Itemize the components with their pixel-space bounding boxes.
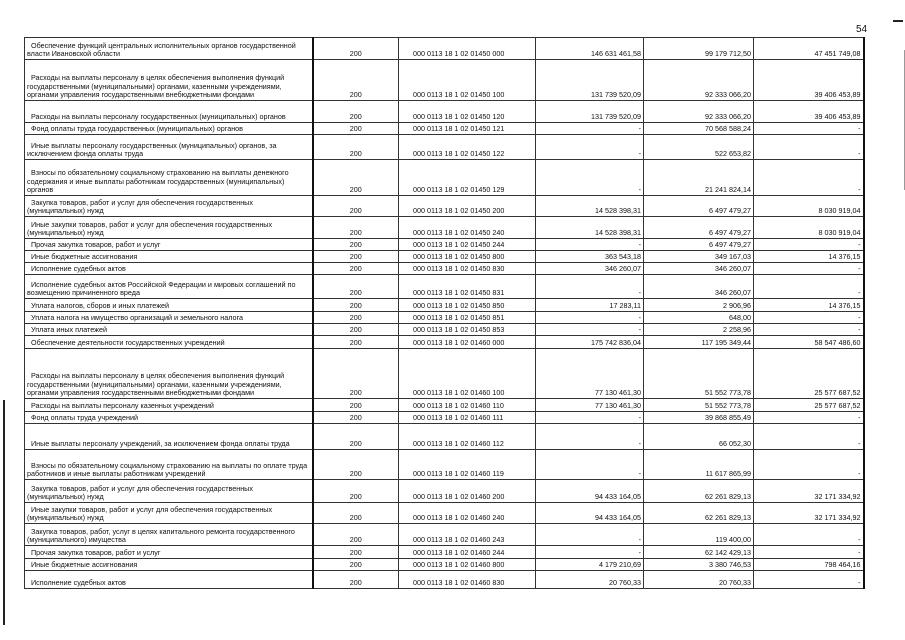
approved-amount: 131 739 520,09 [536, 101, 644, 123]
row-line-code: 200 [313, 480, 399, 503]
table-row [25, 196, 864, 217]
unexecuted-amount: - [754, 412, 864, 424]
row-line-code: 200 [313, 349, 399, 399]
row-description: Иные закупки товаров, работ и услуг для обеспечения государственных (муниципальных) нужд [25, 503, 313, 524]
unexecuted-amount: - [754, 239, 864, 251]
row-description: Уплата иных платежей [25, 324, 313, 336]
row-description: Расходы на выплаты персоналу казенных учреждений [25, 399, 313, 412]
row-description: Иные бюджетные ассигнования [25, 559, 313, 571]
row-description: Прочая закупка товаров, работ и услуг [25, 239, 313, 251]
row-line-code: 200 [313, 524, 399, 546]
executed-amount: 117 195 349,44 [644, 336, 754, 349]
row-description: Обеспечение деятельности государственных учреждений [25, 336, 313, 349]
table-row [25, 299, 864, 312]
approved-amount: 14 528 398,31 [536, 196, 644, 217]
row-budget-code: 000 0113 18 1 02 01460 111 [399, 412, 536, 424]
row-budget-code: 000 0113 18 1 02 01450 850 [399, 299, 536, 312]
page-number: 54 [856, 24, 868, 35]
row-budget-code: 000 0113 18 1 02 01460 800 [399, 559, 536, 571]
unexecuted-amount: 25 577 687,52 [754, 349, 864, 399]
table-row [25, 251, 864, 263]
table-row [25, 450, 864, 480]
approved-amount: 94 433 164,05 [536, 503, 644, 524]
unexecuted-amount: - [754, 312, 864, 324]
approved-amount: - [536, 546, 644, 559]
unexecuted-amount: 798 464,16 [754, 559, 864, 571]
row-budget-code: 000 0113 18 1 02 01460 240 [399, 503, 536, 524]
row-budget-code: 000 0113 18 1 02 01450 122 [399, 135, 536, 160]
table-row [25, 524, 864, 546]
approved-amount: 175 742 836,04 [536, 336, 644, 349]
executed-amount: 62 261 829,13 [644, 503, 754, 524]
unexecuted-amount: 8 030 919,04 [754, 217, 864, 239]
executed-amount: 66 052,30 [644, 424, 754, 450]
executed-amount: 51 552 773,78 [644, 399, 754, 412]
row-line-code: 200 [313, 399, 399, 412]
row-line-code: 200 [313, 38, 399, 60]
approved-amount: - [536, 135, 644, 160]
executed-amount: 346 260,07 [644, 275, 754, 299]
executed-amount: 6 497 479,27 [644, 217, 754, 239]
executed-amount: 6 497 479,27 [644, 196, 754, 217]
row-description: Фонд оплаты труда учреждений [25, 412, 313, 424]
unexecuted-amount: 32 171 334,92 [754, 480, 864, 503]
row-line-code: 200 [313, 312, 399, 324]
row-budget-code: 000 0113 18 1 02 01450 853 [399, 324, 536, 336]
table-row [25, 217, 864, 239]
row-budget-code: 000 0113 18 1 02 01450 831 [399, 275, 536, 299]
approved-amount: 346 260,07 [536, 263, 644, 275]
row-line-code: 200 [313, 251, 399, 263]
row-line-code: 200 [313, 559, 399, 571]
row-description: Обеспечение функций центральных исполнительных органов государственной власти Ивановской области [25, 38, 313, 60]
row-description: Исполнение судебных актов [25, 571, 313, 589]
row-line-code: 200 [313, 123, 399, 135]
approved-amount: 4 179 210,69 [536, 559, 644, 571]
approved-amount: 131 739 520,09 [536, 60, 644, 101]
row-description: Закупка товаров, работ и услуг для обеспечения государственных (муниципальных) нужд [25, 480, 313, 503]
table-row [25, 312, 864, 324]
executed-amount: 92 333 066,20 [644, 60, 754, 101]
table-row [25, 349, 864, 399]
approved-amount: - [536, 412, 644, 424]
row-line-code: 200 [313, 275, 399, 299]
table-row [25, 160, 864, 196]
executed-amount: 70 568 588,24 [644, 123, 754, 135]
unexecuted-amount: - [754, 123, 864, 135]
row-line-code: 200 [313, 60, 399, 101]
table-row [25, 399, 864, 412]
unexecuted-amount: 14 376,15 [754, 299, 864, 312]
row-line-code: 200 [313, 503, 399, 524]
row-line-code: 200 [313, 263, 399, 275]
row-budget-code: 000 0113 18 1 02 01450 100 [399, 60, 536, 101]
row-description: Взносы по обязательному социальному страхованию на выплаты денежного содержания и иные выплаты работникам государственных (муниципальных) органов [25, 160, 313, 196]
row-budget-code: 000 0113 18 1 02 01450 240 [399, 217, 536, 239]
approved-amount: 77 130 461,30 [536, 399, 644, 412]
executed-amount: 20 760,33 [644, 571, 754, 589]
row-budget-code: 000 0113 18 1 02 01450 200 [399, 196, 536, 217]
unexecuted-amount: - [754, 571, 864, 589]
executed-amount: 62 261 829,13 [644, 480, 754, 503]
executed-amount: 99 179 712,50 [644, 38, 754, 60]
executed-amount: 3 380 746,53 [644, 559, 754, 571]
table-row [25, 60, 864, 101]
executed-amount: 39 868 855,49 [644, 412, 754, 424]
executed-amount: 92 333 066,20 [644, 101, 754, 123]
executed-amount: 51 552 773,78 [644, 349, 754, 399]
row-budget-code: 000 0113 18 1 02 01460 110 [399, 399, 536, 412]
table-row [25, 135, 864, 160]
unexecuted-amount: - [754, 524, 864, 546]
table-row [25, 571, 864, 589]
table-row [25, 275, 864, 299]
row-description: Исполнение судебных актов [25, 263, 313, 275]
unexecuted-amount: - [754, 263, 864, 275]
row-description: Уплата налога на имущество организаций и земельного налога [25, 312, 313, 324]
row-budget-code: 000 0113 18 1 02 01450 244 [399, 239, 536, 251]
approved-amount: - [536, 424, 644, 450]
unexecuted-amount: 39 406 453,89 [754, 101, 864, 123]
row-description: Иные бюджетные ассигнования [25, 251, 313, 263]
row-description: Расходы на выплаты персоналу государственных (муниципальных) органов [25, 101, 313, 123]
approved-amount: - [536, 275, 644, 299]
scan-edge-right [893, 20, 903, 22]
table-row [25, 480, 864, 503]
executed-amount: 21 241 824,14 [644, 160, 754, 196]
table-row [25, 239, 864, 251]
approved-amount: 17 283,11 [536, 299, 644, 312]
row-line-code: 200 [313, 135, 399, 160]
row-description: Прочая закупка товаров, работ и услуг [25, 546, 313, 559]
executed-amount: 2 258,96 [644, 324, 754, 336]
row-budget-code: 000 0113 18 1 02 01460 243 [399, 524, 536, 546]
approved-amount: - [536, 239, 644, 251]
table-row [25, 38, 864, 60]
executed-amount: 6 497 479,27 [644, 239, 754, 251]
row-line-code: 200 [313, 239, 399, 251]
executed-amount: 11 617 865,99 [644, 450, 754, 480]
table-row [25, 336, 864, 349]
scan-edge-left [3, 400, 5, 625]
row-description: Исполнение судебных актов Российской Федерации и мировых соглашений по возмещению причиненного вреда [25, 275, 313, 299]
row-line-code: 200 [313, 571, 399, 589]
executed-amount: 522 653,82 [644, 135, 754, 160]
table-row [25, 101, 864, 123]
row-budget-code: 000 0113 18 1 02 01460 119 [399, 450, 536, 480]
unexecuted-amount: 58 547 486,60 [754, 336, 864, 349]
row-budget-code: 000 0113 18 1 02 01450 800 [399, 251, 536, 263]
executed-amount: 346 260,07 [644, 263, 754, 275]
unexecuted-amount: - [754, 424, 864, 450]
row-budget-code: 000 0113 18 1 02 01450 000 [399, 38, 536, 60]
unexecuted-amount: 39 406 453,89 [754, 60, 864, 101]
table-row [25, 324, 864, 336]
unexecuted-amount: 47 451 749,08 [754, 38, 864, 60]
row-line-code: 200 [313, 412, 399, 424]
row-line-code: 200 [313, 324, 399, 336]
row-line-code: 200 [313, 160, 399, 196]
row-line-code: 200 [313, 196, 399, 217]
table-row [25, 412, 864, 424]
approved-amount: 20 760,33 [536, 571, 644, 589]
approved-amount: 363 543,18 [536, 251, 644, 263]
executed-amount: 119 400,00 [644, 524, 754, 546]
row-budget-code: 000 0113 18 1 02 01460 112 [399, 424, 536, 450]
approved-amount: - [536, 123, 644, 135]
unexecuted-amount: - [754, 546, 864, 559]
unexecuted-amount: 32 171 334,92 [754, 503, 864, 524]
approved-amount: - [536, 312, 644, 324]
approved-amount: 77 130 461,30 [536, 349, 644, 399]
row-line-code: 200 [313, 546, 399, 559]
row-description: Расходы на выплаты персоналу в целях обеспечения выполнения функций государственными (муниципальными) органами, казенными учреждениями, органами управления государственными внебюджетными фондами [25, 60, 313, 101]
row-budget-code: 000 0113 18 1 02 01460 200 [399, 480, 536, 503]
budget-execution-table [24, 37, 865, 589]
row-budget-code: 000 0113 18 1 02 01450 830 [399, 263, 536, 275]
row-line-code: 200 [313, 299, 399, 312]
row-budget-code: 000 0113 18 1 02 01460 830 [399, 571, 536, 589]
row-line-code: 200 [313, 424, 399, 450]
executed-amount: 62 142 429,13 [644, 546, 754, 559]
unexecuted-amount: - [754, 275, 864, 299]
row-budget-code: 000 0113 18 1 02 01460 244 [399, 546, 536, 559]
approved-amount: 146 631 461,58 [536, 38, 644, 60]
row-budget-code: 000 0113 18 1 02 01450 851 [399, 312, 536, 324]
approved-amount: - [536, 160, 644, 196]
unexecuted-amount: - [754, 135, 864, 160]
row-budget-code: 000 0113 18 1 02 01450 120 [399, 101, 536, 123]
row-description: Уплата налогов, сборов и иных платежей [25, 299, 313, 312]
table-row [25, 263, 864, 275]
row-budget-code: 000 0113 18 1 02 01450 129 [399, 160, 536, 196]
row-line-code: 200 [313, 101, 399, 123]
executed-amount: 2 906,96 [644, 299, 754, 312]
unexecuted-amount: 25 577 687,52 [754, 399, 864, 412]
row-description: Фонд оплаты труда государственных (муниципальных) органов [25, 123, 313, 135]
approved-amount: - [536, 324, 644, 336]
executed-amount: 648,00 [644, 312, 754, 324]
table-row [25, 424, 864, 450]
approved-amount: - [536, 450, 644, 480]
row-description: Закупка товаров, работ, услуг в целях капитального ремонта государственного (муниципального) имущества [25, 524, 313, 546]
row-line-code: 200 [313, 450, 399, 480]
table-row [25, 123, 864, 135]
row-line-code: 200 [313, 336, 399, 349]
unexecuted-amount: - [754, 160, 864, 196]
unexecuted-amount: 14 376,15 [754, 251, 864, 263]
unexecuted-amount: - [754, 324, 864, 336]
unexecuted-amount: 8 030 919,04 [754, 196, 864, 217]
approved-amount: 94 433 164,05 [536, 480, 644, 503]
unexecuted-amount: - [754, 450, 864, 480]
row-description: Иные закупки товаров, работ и услуг для обеспечения государственных (муниципальных) нужд [25, 217, 313, 239]
executed-amount: 349 167,03 [644, 251, 754, 263]
table-row [25, 546, 864, 559]
table-row [25, 559, 864, 571]
row-description: Иные выплаты персоналу учреждений, за исключением фонда оплаты труда [25, 424, 313, 450]
row-budget-code: 000 0113 18 1 02 01460 000 [399, 336, 536, 349]
row-description: Расходы на выплаты персоналу в целях обеспечения выполнения функций государственными (муниципальными) органами, казенными учреждениями, органами управления государственными внебюджетными фондами [25, 349, 313, 399]
approved-amount: - [536, 524, 644, 546]
row-budget-code: 000 0113 18 1 02 01460 100 [399, 349, 536, 399]
row-description: Иные выплаты персоналу государственных (муниципальных) органов, за исключением фонда оплаты труда [25, 135, 313, 160]
row-budget-code: 000 0113 18 1 02 01450 121 [399, 123, 536, 135]
table-row [25, 503, 864, 524]
row-line-code: 200 [313, 217, 399, 239]
row-description: Взносы по обязательному социальному страхованию на выплаты по оплате труда работников и иные выплаты работникам учреждений [25, 450, 313, 480]
row-description: Закупка товаров, работ и услуг для обеспечения государственных (муниципальных) нужд [25, 196, 313, 217]
approved-amount: 14 528 398,31 [536, 217, 644, 239]
